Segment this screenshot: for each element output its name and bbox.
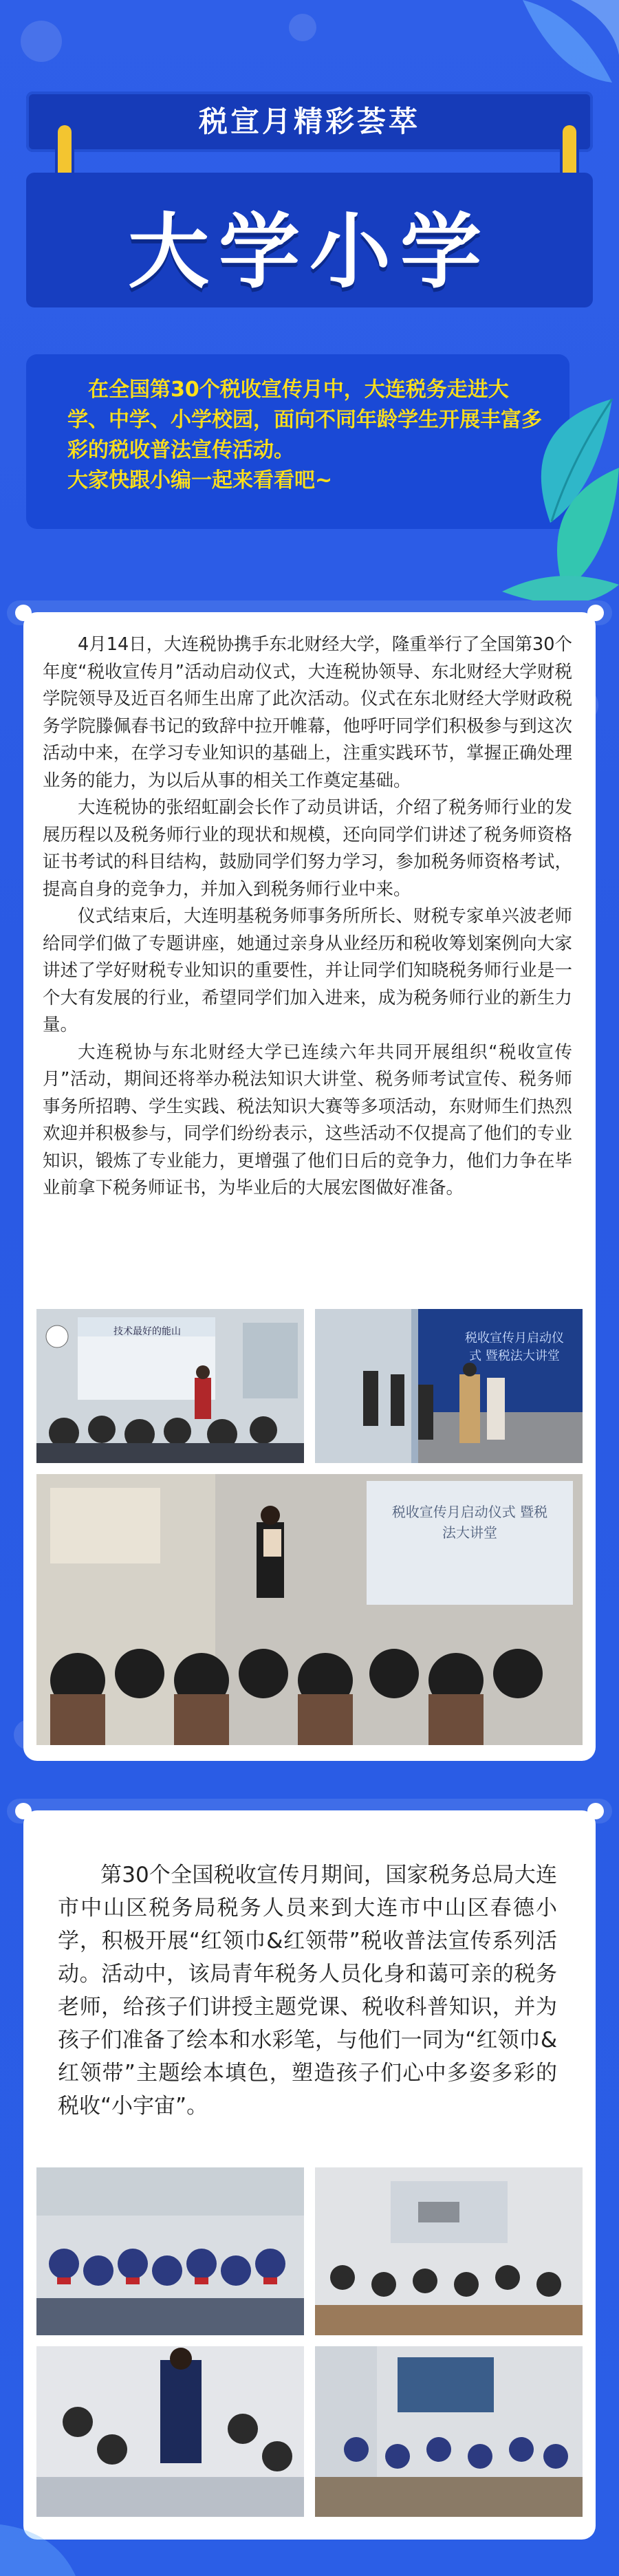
screen-caption: 税收宣传月启动仪式 暨税法大讲堂 [391, 1504, 548, 1541]
leaf-decoration-icon [495, 0, 619, 96]
title-box [26, 173, 593, 307]
photo-class-pupils-2 [313, 2165, 585, 2337]
photo-class-pupils-1 [34, 2165, 306, 2337]
paragraph: 第30个全国税收宣传月期间，国家税务总局大连市中山区税务局税务人员来到大连市中山区春德小学，积极开展“红领巾&红领带”税收普法宣传系列活动。活动中，该局青年税务人员化身和蔼可亲的税务老师，给孩子们讲授主题党课、税收科普知识，并为孩子们准备了绘本和水彩笔，与他们一同为“红领巾&红领带”主题绘本填色，塑造孩子们心中多姿多彩的税收“小宇宙”。 [58, 1863, 557, 2119]
slide-caption: 技术最好的能山 [113, 1326, 181, 1337]
photo-auditorium [34, 1472, 585, 1747]
photo-class-overview [313, 2344, 585, 2519]
paragraph: 大连税协的张绍虹副会长作了动员讲话，介绍了税务师行业的发展历程以及税务师行业的现状和规模，还向同学们讲述了税务师资格证书考试的科目结构，鼓励同学们努力学习，参加税务师资格考试，提高自身的竞争力，并加入到税务师行业中来。 [43, 797, 572, 900]
intro-line: 在全国第30个税收宣传月中，大连税务走进大学、中学、小学校园，面向不同年龄学生开展丰富多彩的税收普法宣传活动。 [67, 378, 542, 462]
decor-dot [21, 21, 62, 62]
decor-dot [289, 14, 316, 41]
leaf-decoration-icon [0, 2511, 96, 2576]
intro-line: 大家快跟小编一起来看看吧~ [67, 468, 333, 493]
leaf-decoration-icon [475, 385, 619, 619]
page-title: 大学小学 [127, 204, 491, 299]
photo-lecture-classroom [34, 1307, 306, 1465]
subtitle-bar [26, 91, 593, 152]
paragraph: 4月14日，大连税协携手东北财经大学，隆重举行了全国第30个年度“税收宣传月”活动启动仪式，大连税协领导、东北财经大学财税学院领导及近百名师生出席了此次活动。仪式在东北财经大学财政税务学院滕佩春书记的致辞中拉开帷幕，他呼吁同学们积极参与到这次活动中来，在学习专业知识的基础上，注重实践环节，掌握正确处理业务的能力，为以后从事的相关工作奠定基础。 [43, 634, 572, 791]
section1-text [43, 631, 572, 1202]
paragraph: 大连税协与东北财经大学已连续六年共同开展组织“税收宣传月”活动，期间还将举办税法知识大讲堂、税务师考试宣传、税务师事务所招聘、学生实践、税法知识大赛等多项活动，东财师生们热烈欢迎并积极参与，同学们纷纷表示，这些活动不仅提高了他们的专业知识，锻炼了专业能力，更增强了他们日后的竞争力，他们力争在毕业前拿下税务师证书，为毕业后的大展宏图做好准备。 [43, 1041, 572, 1198]
photo-class-drawing [34, 2344, 306, 2519]
banner-caption: 税收宣传月启动仪式 暨税法大讲堂 [465, 1331, 564, 1363]
page-subtitle: 税宣月精彩荟萃 [198, 105, 420, 138]
section2-text [58, 1859, 557, 2123]
paragraph: 仪式结束后，大连明基税务师事务所所长、财税专家单兴波老师给同学们做了专题讲座，她通过亲身从业经历和税收筹划案例向大家讲述了学好财税专业知识的重要性，并让同学们知晓税务师行业是一个大有发展的行业，希望同学们加入进来，成为税务师行业的新生力量。 [43, 906, 572, 1035]
photo-event-banner [313, 1307, 585, 1465]
